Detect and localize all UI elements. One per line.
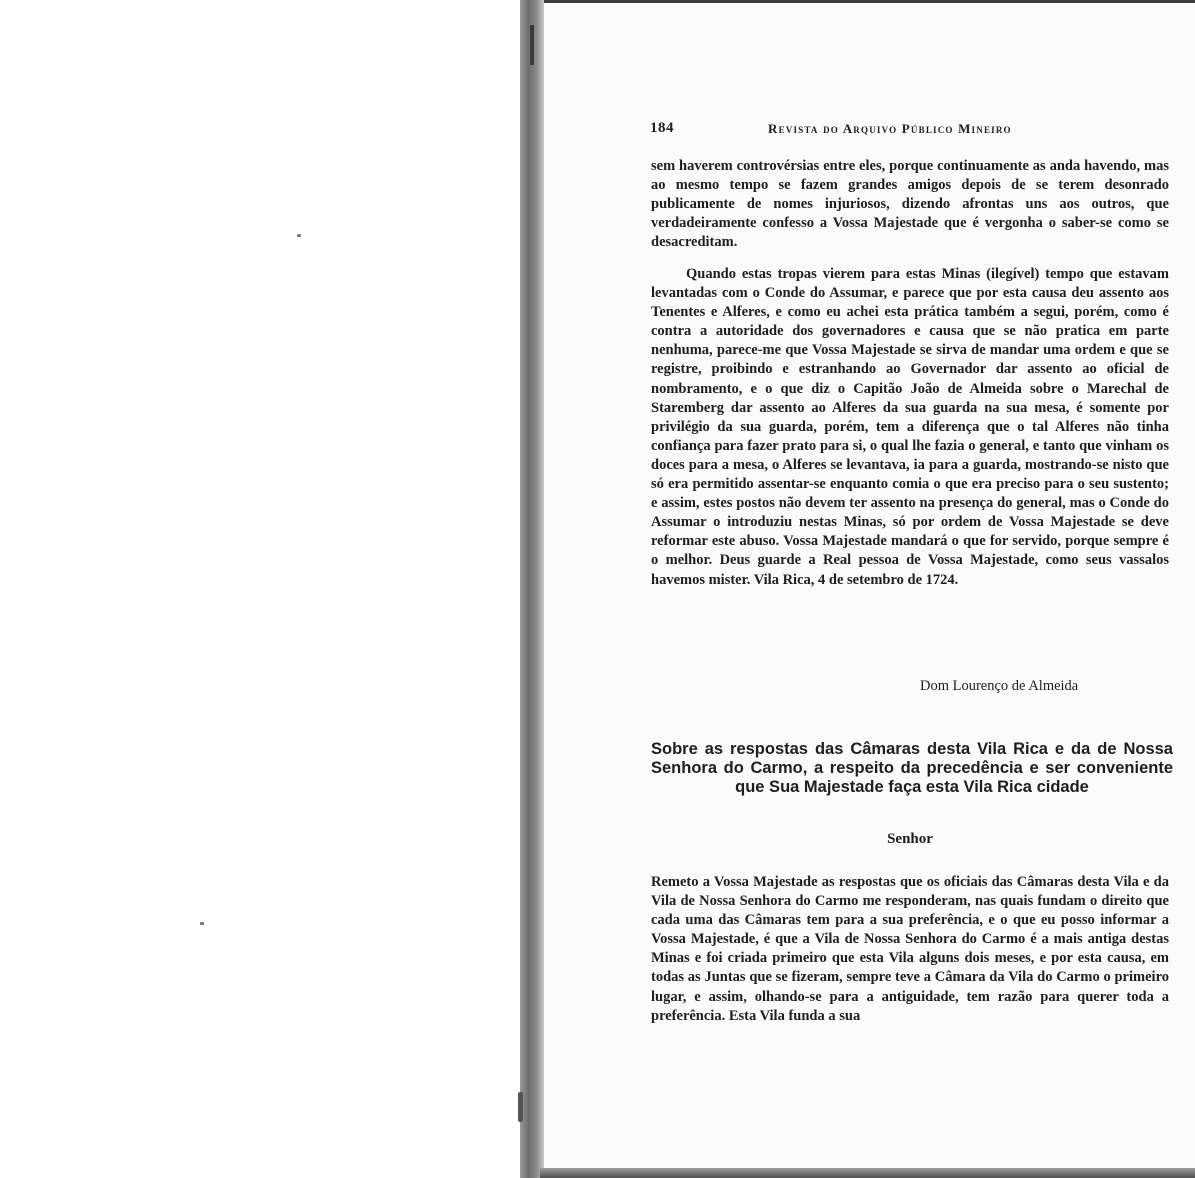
salutation: Senhor xyxy=(887,831,933,847)
body-paragraph-2: Quando estas tropas vierem para estas Minas (ilegível) tempo que estavam levantadas com o Conde do Assumar, e parece que por esta causa deu assento aos Tenentes e Alferes, e como eu achei esta prática também a segui, porém, como é contra a autoridade dos governadores e causa que se não pratica em parte nenhuma, parece-me que Vossa Majestade se sirva de mandar uma ordem e que se registre, proibindo e estranhando ao Governador dar assento ao oficial de nombramento, e o que diz o Capitão João de Almeida sobre o Marechal de Staremberg dar assento ao Alferes da sua guarda na sua mesa, é somente por privilégio da sua guarda, porém, tem a diferença que o tal Alferes não tinha confiança para fazer prato para si, o qual lhe fazia o general, e tanto que vinham os doces para a mesa, o Alferes se levantava, ia para a guarda, mostrando-se nisto que só era permitido assentar-se enquanto comia o que era preciso para o seu sustento; e assim, estes postos não devem ter assento na presença do general, mas o Conde do Assumar o introduziu nestas Minas, só por ordem de Vossa Majestade se deve reformar este abuso. Vossa Majestade mandará o que for servido, porque sempre é o melhor. Deus guarde a Real pessoa de Vossa Majestade, como seus vassalos havemos mister. Vila Rica, 4 de setembro de 1724. xyxy=(651,266,1169,588)
signature: Dom Lourenço de Almeida xyxy=(920,678,1079,694)
paper-speck xyxy=(200,922,204,925)
gutter-mark xyxy=(530,25,534,65)
page-number: 184 xyxy=(650,120,674,136)
body-paragraph-3: Remeto a Vossa Majestade as respostas que os oficiais das Câmaras desta Vila e da Vila de Nossa Senhora do Carmo me responderam, nas quais fundam o direito que cada uma das Câmaras tem para a sua preferência, e o que eu posso informar a Vossa Majestade, é que a Vila de Nossa Senhora do Carmo é a mais antiga destas Minas e foi criada primeiro que esta Vila alguns dois meses, e por esta causa, em todas as Juntas que se fizeram, sempre teve a Câmara da Vila do Carmo o primeiro lugar, e assim, olhando-se para a antiguidade, tem razão para querer toda a preferência. Esta Vila funda a sua xyxy=(651,874,1169,1024)
section-heading: Sobre as respostas das Câmaras desta Vila Rica e da de Nossa Senhora do Carmo, a respeito da precedência e ser conveniente que Sua Majestade faça esta Vila Rica cidade xyxy=(651,740,1173,796)
body-paragraph-1: sem haverem controvérsias entre eles, porque continuamente as anda havendo, mas ao mesmo tempo se fazem grandes amigos depois de se terem desonrado publicamente de nomes injuriosos, dizendo afrontas uns aos outros, que verdadeiramente confesso a Vossa Majestade que é vergonha o saber-se como se desacreditam. xyxy=(651,158,1169,251)
book-gutter xyxy=(520,0,544,1178)
gutter-mark xyxy=(518,1092,523,1122)
journal-title: Revista do Arquivo Público Mineiro xyxy=(768,121,1012,136)
paper-speck xyxy=(297,234,301,237)
running-head xyxy=(650,120,1170,140)
left-blank-page xyxy=(0,0,520,1178)
page-bottom-edge xyxy=(540,1168,1195,1178)
